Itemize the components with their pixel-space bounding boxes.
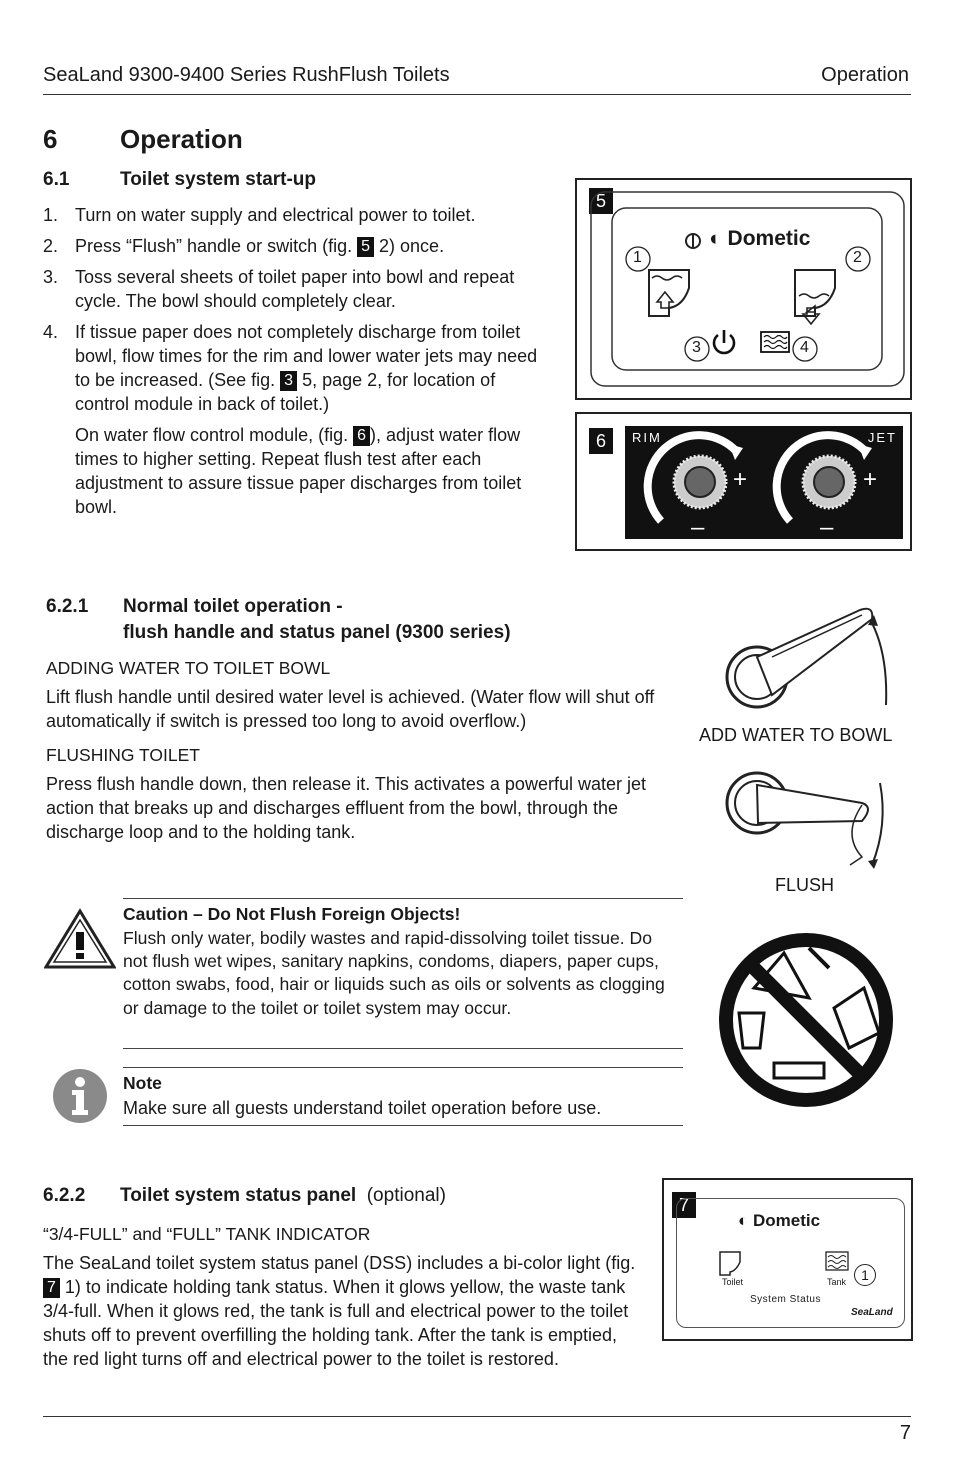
subheading-flushing: FLUSHING TOILET (46, 745, 200, 765)
rim-plus: + (733, 466, 748, 493)
jet-plus: + (863, 466, 878, 493)
running-header-section: Operation (821, 64, 909, 86)
callout-2: 2 (853, 249, 862, 266)
caution-bottom-rule (123, 1048, 683, 1049)
list-item: 4. If tissue paper does not completely discharge from toilet bowl, flow times for the rim and lower water jets may need to be increased. (See fig. 3 5, page 2, for location of control module in back of toilet.) (43, 322, 538, 414)
dometic-logo: ◐ Dometic (738, 1211, 821, 1230)
figure-number: 7 (672, 1192, 696, 1218)
figure-ref: 7 (43, 1278, 60, 1298)
subheading-tank-indicator: “3/4-FULL” and “FULL” TANK INDICATOR (43, 1224, 371, 1244)
flush-caption: FLUSH (775, 875, 835, 895)
warning-triangle-icon (44, 908, 116, 970)
section-title-line2: flush handle and status panel (9300 series) (123, 622, 511, 643)
section-number: 6.2.1 (46, 596, 89, 617)
figure-6-flow-control-module (575, 412, 912, 551)
add-water-caption: ADD WATER TO BOWL (699, 725, 893, 745)
figure-ref: 5 (357, 237, 374, 257)
note-text: Make sure all guests understand toilet operation before use. (123, 1098, 602, 1118)
caution-text: Flush only water, bodily wastes and rapid-dissolving toilet tissue. Do not flush wet wipes, sanitary napkins, condoms, diapers, paper cups, cotton swabs, food, hair or liquids such as oils or solvents as clogging or damage to the toilet or toilet system may occur. (123, 928, 665, 1018)
header-rule (43, 94, 911, 95)
page-number: 7 (899, 1422, 911, 1444)
list-item-followup: On water flow control module, (fig. 6 ), adjust water flow times to higher setting. Repeat flush test after each adjustment to assure tissue paper discharges from toilet bowl. (75, 425, 522, 517)
jet-label: JET (867, 430, 897, 445)
chapter-title: Operation (120, 124, 243, 154)
section-title-line1: Normal toilet operation - (123, 596, 343, 617)
running-header-title: SeaLand 9300-9400 Series RushFlush Toilets (43, 64, 450, 86)
paragraph-flushing: Press flush handle down, then release it. This activates a powerful water jet action that breaks up and discharges effluent from the bowl, through the discharge loop and to the holding tank. (46, 774, 646, 842)
figure-number: 5 (589, 188, 613, 214)
startup-steps (43, 203, 553, 526)
section-number: 6.1 (43, 169, 70, 190)
switch-panel-drawing (577, 180, 910, 398)
handle-down-illustration (712, 765, 902, 875)
figure-ref: 6 (353, 426, 370, 446)
control-module-panel (625, 426, 903, 539)
tank-icon (824, 1250, 852, 1274)
toilet-label: Toilet (722, 1277, 744, 1287)
callout-3: 3 (692, 339, 701, 356)
note-bottom-rule (123, 1125, 683, 1126)
figure-7-status-panel (662, 1178, 913, 1341)
figure-number: 6 (589, 428, 613, 454)
sealand-logo: SeaLand (851, 1307, 893, 1318)
figure-5-switch-panel (575, 178, 912, 400)
callout-1: 1 (854, 1264, 876, 1286)
section-title: Toilet system status panel (optional) (120, 1185, 446, 1206)
section-number: 6.2.2 (43, 1185, 86, 1206)
paragraph-tank-indicator: The SeaLand toilet system status panel (DSS) includes a bi-color light (fig. 7 1) to indicate holding tank status. When it glows yellow, the waste tank 3/4-full. When it glows red, the tank is full and electrical power to the toilet shuts off to prevent overfilling the holding tank. After the tank is emptied, the red light turns off and electrical power to the toilet is restored. (43, 1253, 636, 1369)
caution-title: Caution – Do Not Flush Foreign Objects! (123, 904, 461, 924)
list-item: 1. Turn on water supply and electrical power to toilet. (43, 205, 476, 225)
tank-label: Tank (827, 1277, 847, 1287)
callout-1: 1 (633, 249, 642, 266)
toilet-icon (716, 1248, 746, 1276)
subheading-adding-water: ADDING WATER TO TOILET BOWL (46, 658, 331, 678)
jet-minus: – (820, 514, 834, 541)
info-icon (52, 1068, 108, 1124)
caution-top-rule (123, 898, 683, 899)
note-title: Note (123, 1073, 162, 1093)
no-foreign-objects-icon (714, 928, 898, 1112)
system-status-label: System Status (750, 1294, 821, 1305)
paragraph-adding-water: Lift flush handle until desired water level is achieved. (Water flow will shut off automatically if switch is pressed too long to avoid overflow.) (46, 687, 655, 731)
list-item: 3. Toss several sheets of toilet paper into bowl and repeat cycle. The bowl should completely clear. (43, 267, 515, 311)
chapter-number: 6 (43, 124, 58, 154)
callout-4: 4 (800, 339, 809, 356)
rim-label: RIM (632, 430, 662, 445)
figure-ref: 3 (280, 371, 297, 391)
dometic-logo: ◐ Dometic (709, 227, 811, 250)
footer-rule (43, 1416, 911, 1417)
knobs-drawing (625, 426, 903, 539)
note-top-rule (123, 1067, 683, 1068)
section-title: Toilet system start-up (120, 169, 317, 190)
list-item: 2. Press “Flush” handle or switch (fig. 5 2) once. (43, 236, 445, 256)
handle-up-illustration (712, 605, 902, 720)
rim-minus: – (691, 514, 705, 541)
